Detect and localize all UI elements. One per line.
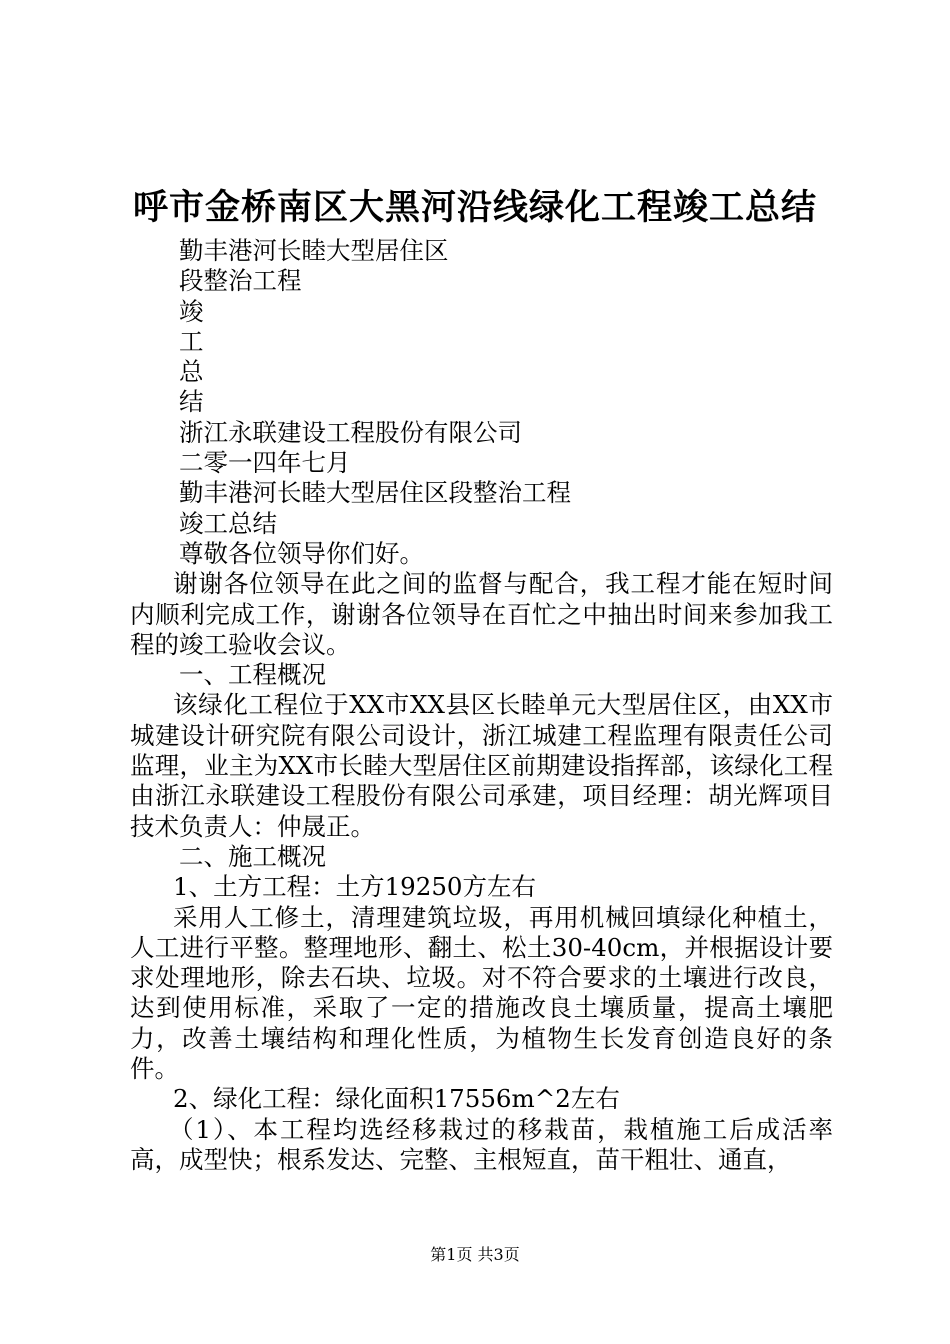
cover-line: 勤丰港河长睦大型居住区 bbox=[179, 236, 449, 265]
page-footer: 第1页 共3页 bbox=[430, 1245, 520, 1264]
cover-line: 结 bbox=[179, 387, 204, 417]
body-paragraph: 该绿化工程位于XX市XX县区长睦单元大型居住区，由XX市城建设计研究院有限公司设计，浙江城建工程监理有限责任公司监理，业主为XX市长睦大型居住区前期建设指挥部，该绿化工程由浙江永联建设工程股份有限公司承建，项目经理：胡光辉项目技术负责人：仲晟正。 bbox=[130, 690, 833, 841]
document-date: 二零一四年七月 bbox=[179, 448, 351, 478]
body-paragraph: 谢谢各位领导在此之间的监督与配合，我工程才能在短时间内顺利完成工作，谢谢各位领导在百忙之中抽出时间来参加我工程的竣工验收会议。 bbox=[130, 569, 833, 659]
company-name: 浙江永联建设工程股份有限公司 bbox=[179, 417, 522, 447]
body-paragraph: （1）、本工程均选经移栽过的移栽苗，栽植施工后成活率高，成型快；根系发达、完整、主根短直，苗干粗壮、通直， bbox=[130, 1114, 833, 1174]
document-title: 呼市金桥南区大黑河沿线绿化工程竣工总结 bbox=[132, 188, 817, 228]
cover-line: 工 bbox=[179, 326, 204, 356]
cover-line: 段整治工程 bbox=[179, 266, 302, 296]
section-heading: 一、工程概况 bbox=[179, 660, 326, 690]
subtitle-line: 勤丰港河长睦大型居住区段整治工程 bbox=[179, 478, 571, 508]
greeting: 尊敬各位领导你们好。 bbox=[179, 538, 424, 568]
section-heading: 二、施工概况 bbox=[179, 841, 326, 871]
subtitle-line: 竣工总结 bbox=[179, 508, 277, 538]
subsection-heading: 1、土方工程：土方19250方左右 bbox=[173, 872, 537, 902]
subsection-heading: 2、绿化工程：绿化面积17556m^2左右 bbox=[173, 1084, 620, 1114]
cover-line: 竣 bbox=[179, 296, 204, 326]
document-body bbox=[130, 236, 833, 1175]
body-paragraph: 采用人工修土，清理建筑垃圾，再用机械回填绿化种植土，人工进行平整。整理地形、翻土、松土30-40cm，并根据设计要求处理地形，除去石块、垃圾。对不符合要求的土壤进行改良，达到使用标准，采取了一定的措施改良土壤质量，提高土壤肥力，改善土壤结构和理化性质，为植物生长发育创造良好的条件。 bbox=[130, 902, 833, 1084]
cover-line: 总 bbox=[179, 357, 204, 387]
